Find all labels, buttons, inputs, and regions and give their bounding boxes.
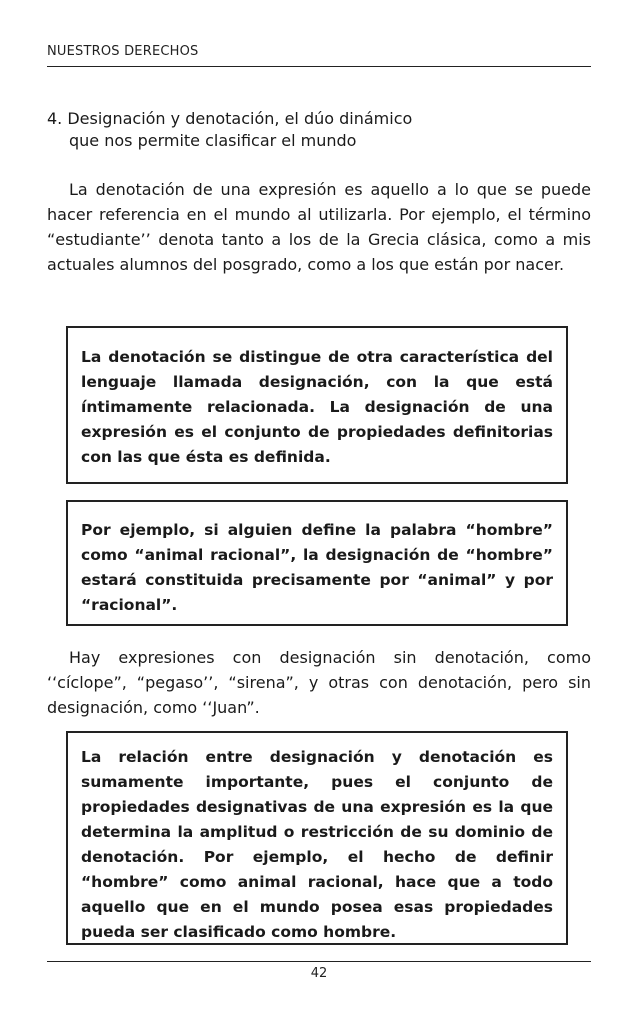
callout-text: La denotación se distingue de otra característica del lenguaje llamada designación, con la que está íntimamente relacionada. La designación de una expresión es el conjunto de propiedades definitorias con las que ésta es definida. — [81, 348, 553, 466]
callout-text: Por ejemplo, si alguien define la palabra “hombre” como “animal racional”, la designación de “hombre” estará constituida precisamente por “animal” y por “racional”. — [81, 521, 553, 614]
section-heading-line-2: que nos permite clasificar el mundo — [69, 131, 357, 150]
header-rule — [47, 66, 591, 67]
page-number: 42 — [310, 966, 328, 981]
callout-box-designation — [66, 326, 568, 484]
paragraph-expressions: Hay expresiones con designación sin denotación, como ‘‘cíclope”, “pegaso’’, “sirena”, y otras con denotación, pero sin designación, como ‘‘Juan”. — [47, 648, 591, 717]
running-header: NUESTROS DERECHOS — [47, 44, 199, 59]
paragraph-denotation: La denotación de una expresión es aquello a lo que se puede hacer referencia en el mundo al utilizarla. Por ejemplo, el término “estudiante’’ denota tanto a los de la Grecia clásica, como a mis actuales alumnos del posgrado, como a los que están por nacer. — [47, 180, 591, 274]
callout-text: La relación entre designación y denotación es sumamente importante, pues el conjunto de propiedades designativas de una expresión es la que determina la amplitud o restricción de su dominio de denotación. Por ejemplo, el hecho de definir “hombre” como animal racional, hace que a todo aquello que en el mundo posea esas propiedades pueda ser clasificado como hombre. — [81, 748, 553, 941]
footer-rule — [47, 961, 591, 962]
section-heading — [47, 108, 591, 152]
callout-box-relation — [66, 731, 568, 945]
section-heading-line-1: 4. Designación y denotación, el dúo dinámico — [47, 109, 413, 128]
callout-box-example — [66, 500, 568, 626]
